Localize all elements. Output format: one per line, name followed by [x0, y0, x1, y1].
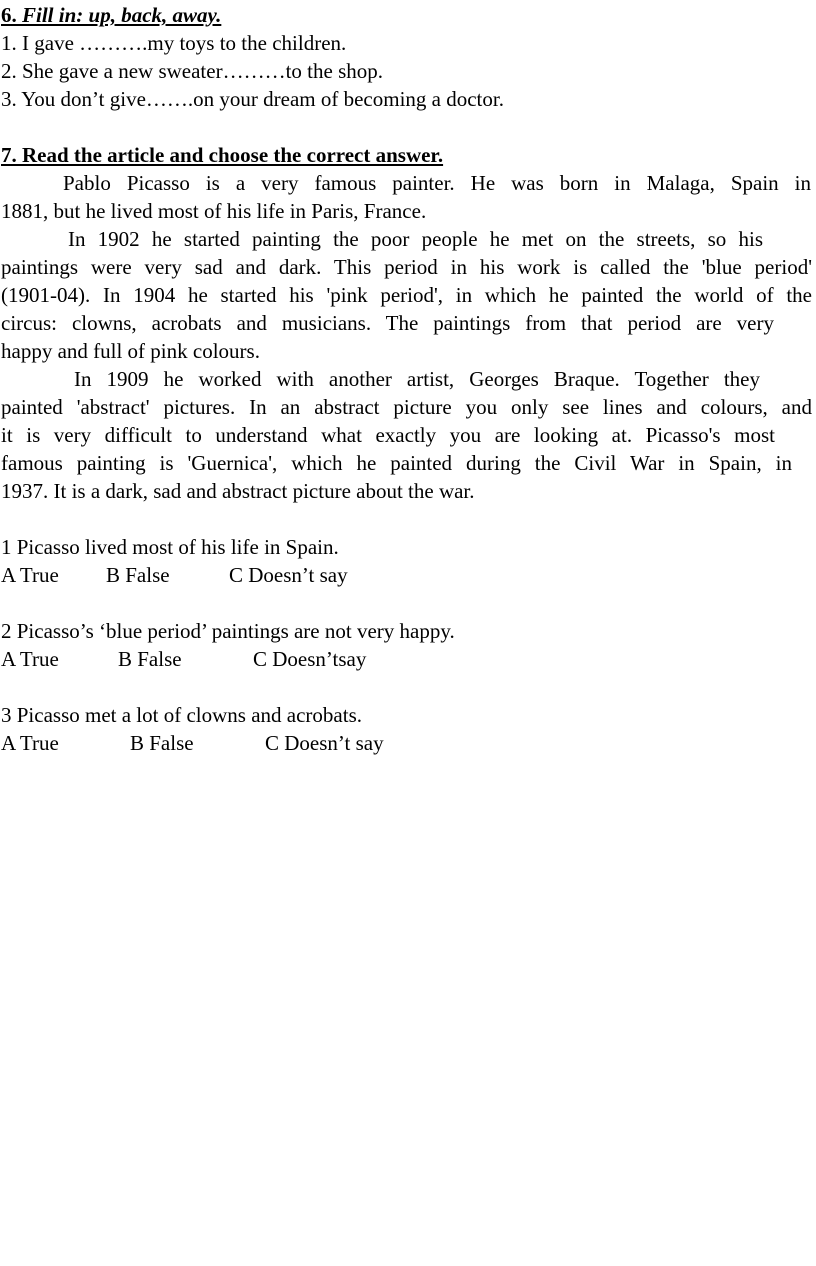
article-line-6: circus: clowns, acrobats and musicians. The paintings from that period are very [1, 311, 774, 335]
exercise-6-item-1: 1. I gave ……….my toys to the children. [1, 31, 347, 55]
question-3: 3 Picasso met a lot of clowns and acrobats. [1, 703, 362, 727]
article-line-9: painted 'abstract' pictures. In an abstract picture you only see lines and colours, and [1, 395, 812, 419]
question-3-option-a: A True [1, 731, 59, 755]
exercise-6-item-3: 3. You don’t give…….on your dream of becoming a doctor. [1, 87, 504, 111]
article-line-12: 1937. It is a dark, sad and abstract picture about the war. [1, 479, 475, 503]
question-3-option-b: B False [130, 731, 194, 755]
exercise-6-instruction: Fill in: up, back, away. [22, 3, 222, 27]
question-2: 2 Picasso’s ‘blue period’ paintings are not very happy. [1, 619, 455, 643]
exercise-6-title [1, 1, 221, 29]
exercise-6-number: 6. [1, 3, 22, 27]
question-1-option-a: A True [1, 563, 59, 587]
article-line-8: In 1909 he worked with another artist, Georges Braque. Together they [74, 367, 760, 391]
article-line-7: happy and full of pink colours. [1, 339, 260, 363]
article-line-1: Pablo Picasso is a very famous painter. He was born in Malaga, Spain in [63, 171, 811, 195]
question-1-option-c: C Doesn’t say [229, 563, 348, 587]
article-line-2: 1881, but he lived most of his life in Paris, France. [1, 199, 427, 223]
question-3-option-c: C Doesn’t say [265, 731, 384, 755]
article-line-5: (1901-04). In 1904 he started his 'pink period', in which he painted the world of the [1, 283, 812, 307]
question-2-option-c: C Doesn’tsay [253, 647, 367, 671]
article-line-10: it is very difficult to understand what exactly you are looking at. Picasso's most [1, 423, 775, 447]
article-line-4: paintings were very sad and dark. This period in his work is called the 'blue period' [1, 255, 812, 279]
question-1: 1 Picasso lived most of his life in Spain. [1, 535, 339, 559]
exercise-6-item-2: 2. She gave a new sweater………to the shop. [1, 59, 383, 83]
question-2-option-a: A True [1, 647, 59, 671]
exercise-7-title: 7. Read the article and choose the correct answer. [1, 143, 444, 167]
question-2-option-b: B False [118, 647, 182, 671]
question-1-option-b: B False [106, 563, 170, 587]
article-line-11: famous painting is 'Guernica', which he painted during the Civil War in Spain, in [1, 451, 792, 475]
article-line-3: In 1902 he started painting the poor people he met on the streets, so his [68, 227, 763, 251]
